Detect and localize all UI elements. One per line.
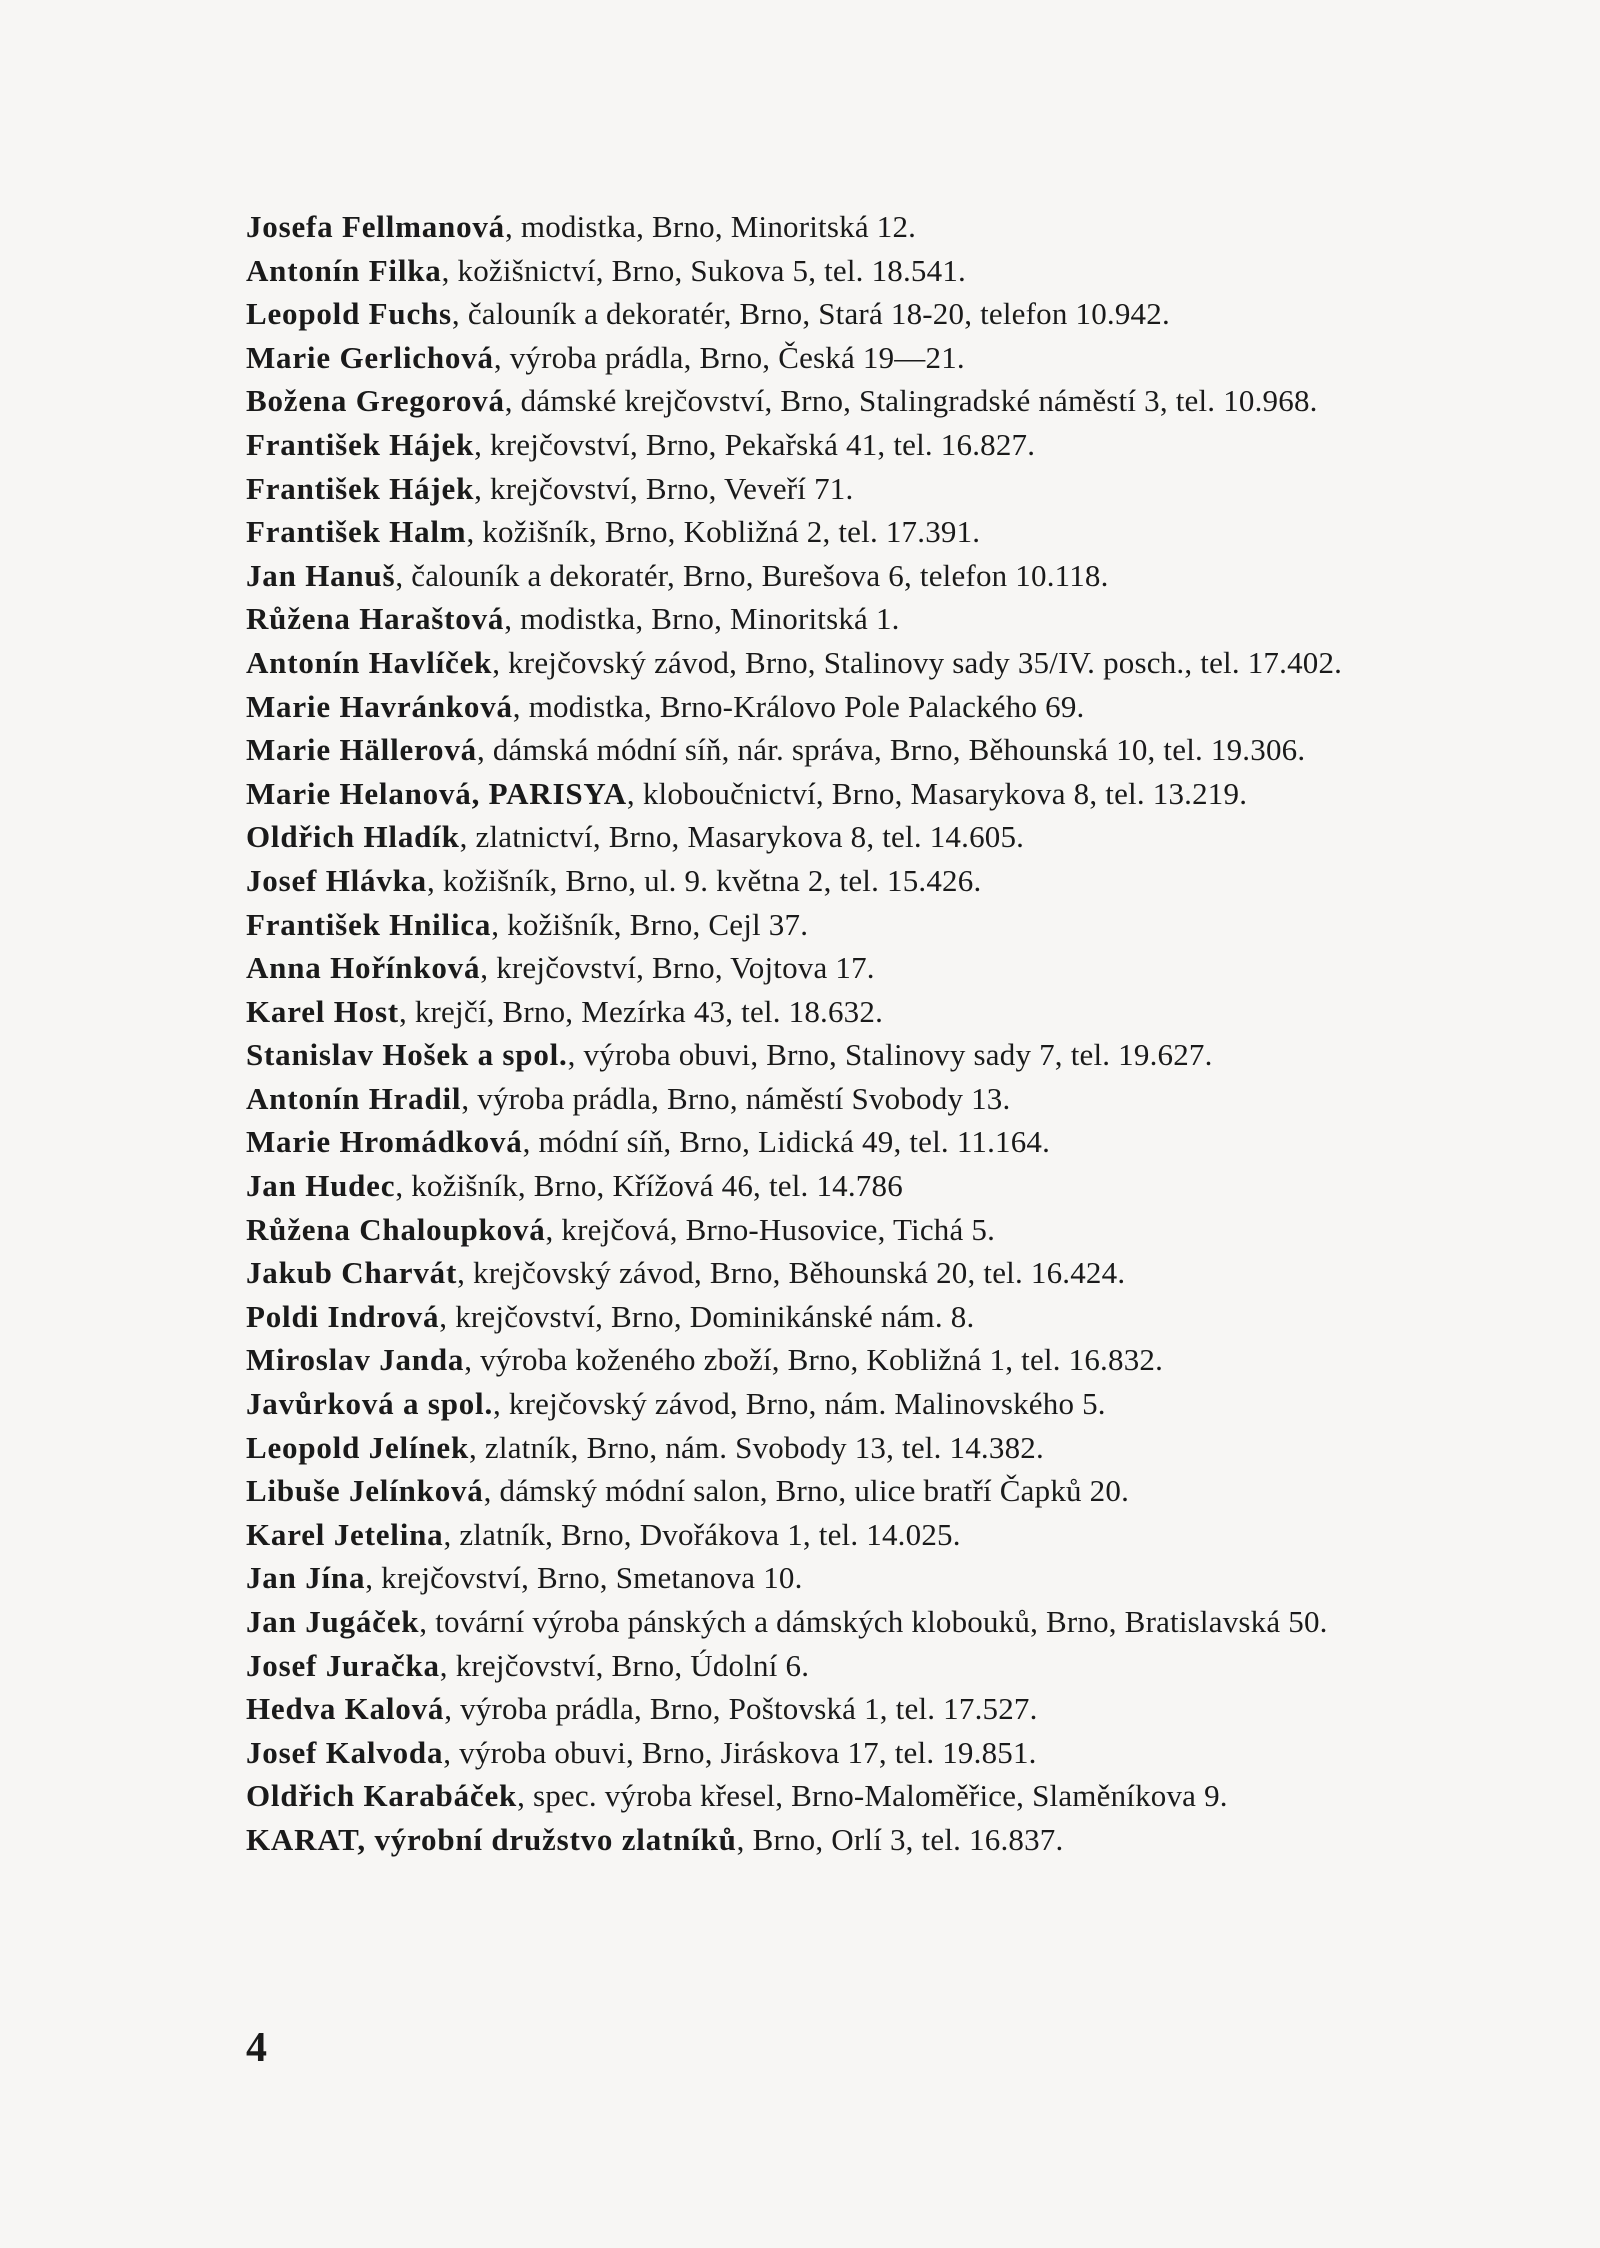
entry-name: František Hájek	[246, 470, 475, 506]
entry-details: , výroba obuvi, Brno, Stalinovy sady 7, tel. 19.627.	[567, 1037, 1213, 1073]
list-item	[246, 1818, 1446, 1862]
directory-list	[246, 205, 1446, 1862]
entry-name: Josef Juračka	[246, 1647, 440, 1683]
list-item	[246, 641, 1446, 685]
entry-details: , výroba prádla, Brno, Česká 19—21.	[493, 339, 965, 375]
list-item	[246, 205, 1446, 249]
entry-name: Jan Hudec	[246, 1168, 396, 1204]
entry-details: , výroba prádla, Brno, náměstí Svobody 13.	[461, 1080, 1011, 1116]
entry-details: , dámská módní síň, nár. správa, Brno, Běhounská 10, tel. 19.306.	[476, 732, 1306, 768]
entry-name: Jan Hanuš	[246, 557, 396, 593]
entry-details: , modistka, Brno-Královo Pole Palackého 69.	[512, 688, 1085, 724]
list-item	[246, 1382, 1446, 1426]
list-item	[246, 772, 1446, 816]
list-item	[246, 1600, 1446, 1644]
list-item	[246, 1469, 1446, 1513]
list-item	[246, 1295, 1446, 1339]
entry-details: , zlatník, Brno, nám. Svobody 13, tel. 14.382.	[469, 1429, 1044, 1465]
entry-details: , kloboučnictví, Brno, Masarykova 8, tel. 13.219.	[626, 775, 1248, 811]
list-item	[246, 292, 1446, 336]
entry-details: , krejčová, Brno-Husovice, Tichá 5.	[545, 1211, 996, 1247]
entry-details: , kožišník, Brno, Cejl 37.	[491, 906, 809, 942]
list-item	[246, 1426, 1446, 1470]
list-item	[246, 1774, 1446, 1818]
list-item	[246, 1033, 1446, 1077]
entry-details: , kožišník, Brno, Kobližná 2, tel. 17.391.	[466, 514, 981, 550]
entry-details: , krejčovství, Brno, Dominikánské nám. 8.	[439, 1298, 975, 1334]
entry-details: , výroba koženého zboží, Brno, Kobližná 1, tel. 16.832.	[464, 1342, 1164, 1378]
entry-details: , Brno, Orlí 3, tel. 16.837.	[736, 1821, 1064, 1857]
list-item	[246, 1687, 1446, 1731]
list-item	[246, 1120, 1446, 1164]
list-item	[246, 554, 1446, 598]
entry-details: , tovární výroba pánských a dámských klobouků, Brno, Bratislavská 50.	[419, 1604, 1328, 1639]
entry-details: , zlatnictví, Brno, Masarykova 8, tel. 14.605.	[459, 819, 1025, 855]
list-item	[246, 1251, 1446, 1295]
entry-name: Poldi Indrová	[246, 1298, 440, 1334]
entry-name: Jakub Charvát	[246, 1255, 458, 1291]
entry-name: Josef Hlávka	[246, 862, 427, 898]
entry-name: Růžena Chaloupková	[246, 1211, 546, 1247]
list-item	[246, 1208, 1446, 1252]
entry-name: Leopold Jelínek	[246, 1429, 470, 1465]
entry-details: , modistka, Brno, Minoritská 1.	[504, 601, 900, 637]
entry-name: Leopold Fuchs	[246, 296, 452, 332]
list-item	[246, 379, 1446, 423]
entry-name: Marie Gerlichová	[246, 339, 494, 375]
entry-details: , krejčovství, Brno, Veveří 71.	[474, 470, 854, 506]
entry-name: Růžena Haraštová	[246, 601, 505, 637]
page-number: 4	[246, 2025, 267, 2071]
entry-name: Oldřich Hladík	[246, 819, 460, 855]
entry-name: Libuše Jelínková	[246, 1473, 484, 1509]
entry-details: , výroba obuvi, Brno, Jiráskova 17, tel. 19.851.	[443, 1734, 1037, 1770]
entry-name: Karel Jetelina	[246, 1516, 444, 1552]
entry-name: Marie Hromádková	[246, 1124, 523, 1160]
list-item	[246, 990, 1446, 1034]
list-item	[246, 1077, 1446, 1121]
entry-details: , kožišník, Brno, ul. 9. května 2, tel. 15.426.	[426, 862, 982, 898]
entry-details: , krejčovství, Brno, Pekařská 41, tel. 16.827.	[474, 426, 1036, 462]
entry-details: , modistka, Brno, Minoritská 12.	[504, 209, 917, 244]
entry-name: Josef Kalvoda	[246, 1734, 444, 1770]
entry-details: , módní síň, Brno, Lidická 49, tel. 11.164.	[522, 1124, 1051, 1160]
list-item	[246, 859, 1446, 903]
entry-name: Josefa Fellmanová	[246, 209, 505, 244]
entry-name: Stanislav Hošek a spol.	[246, 1037, 568, 1073]
entry-name: Karel Host	[246, 993, 399, 1029]
entry-details: , spec. výroba křesel, Brno-Maloměřice, Slaměníkova 9.	[517, 1778, 1228, 1814]
entry-details: , krejčí, Brno, Mezírka 43, tel. 18.632.	[398, 993, 884, 1029]
entry-details: , krejčovství, Brno, Údolní 6.	[439, 1647, 810, 1683]
entry-details: , krejčovský závod, Brno, Stalinovy sady 35/IV. posch., tel. 17.402.	[492, 644, 1343, 680]
entry-name: Božena Gregorová	[246, 383, 505, 419]
entry-name: Marie Helanová, PARISYA	[246, 775, 627, 811]
list-item	[246, 336, 1446, 380]
entry-name: Jan Jugáček	[246, 1604, 420, 1639]
list-item	[246, 597, 1446, 641]
list-item	[246, 685, 1446, 729]
entry-name: Miroslav Janda	[246, 1342, 465, 1378]
entry-name: Javůrková a spol.	[246, 1386, 494, 1422]
entry-details: , kožišník, Brno, Křížová 46, tel. 14.786	[395, 1168, 903, 1204]
entry-name: Antonín Havlíček	[246, 644, 493, 680]
entry-name: Oldřich Karabáček	[246, 1778, 518, 1814]
list-item	[246, 1513, 1446, 1557]
entry-details: , dámský módní salon, Brno, ulice bratří Čapků 20.	[483, 1473, 1130, 1509]
entry-details: , čalouník a dekoratér, Brno, Stará 18-20, telefon 10.942.	[451, 296, 1170, 332]
list-item	[246, 423, 1446, 467]
list-item	[246, 510, 1446, 554]
entry-name: KARAT, výrobní družstvo zlatníků	[246, 1821, 737, 1857]
entry-details: , zlatník, Brno, Dvořákova 1, tel. 14.025.	[443, 1516, 961, 1552]
list-item	[246, 1731, 1446, 1775]
list-item	[246, 815, 1446, 859]
entry-name: Marie Havránková	[246, 688, 513, 724]
entry-name: Anna Hořínková	[246, 950, 481, 986]
list-item	[246, 467, 1446, 511]
entry-details: , krejčovství, Brno, Smetanova 10.	[365, 1560, 803, 1596]
entry-name: Hedva Kalová	[246, 1691, 445, 1727]
list-item	[246, 946, 1446, 990]
entry-details: , výroba prádla, Brno, Poštovská 1, tel. 17.527.	[444, 1691, 1038, 1727]
entry-details: , dámské krejčovství, Brno, Stalingradské náměstí 3, tel. 10.968.	[504, 383, 1318, 419]
list-item	[246, 1644, 1446, 1688]
entry-name: Antonín Filka	[246, 252, 442, 288]
list-item	[246, 1164, 1446, 1208]
entry-details: , krejčovský závod, Brno, nám. Malinovského 5.	[493, 1386, 1106, 1422]
entry-details: , kožišnictví, Brno, Sukova 5, tel. 18.541.	[441, 252, 966, 288]
list-item	[246, 728, 1446, 772]
entry-details: , krejčovský závod, Brno, Běhounská 20, tel. 16.424.	[457, 1255, 1126, 1291]
list-item	[246, 1556, 1446, 1600]
list-item	[246, 1338, 1446, 1382]
entry-name: Jan Jína	[246, 1560, 366, 1596]
list-item	[246, 903, 1446, 947]
entry-details: , krejčovství, Brno, Vojtova 17.	[480, 950, 875, 986]
entry-details: , čalouník a dekoratér, Brno, Burešova 6, telefon 10.118.	[395, 557, 1109, 593]
entry-name: Marie Hällerová	[246, 732, 477, 768]
entry-name: František Hájek	[246, 426, 475, 462]
entry-name: František Halm	[246, 514, 467, 550]
list-item	[246, 249, 1446, 293]
entry-name: František Hnilica	[246, 906, 492, 942]
entry-name: Antonín Hradil	[246, 1080, 462, 1116]
